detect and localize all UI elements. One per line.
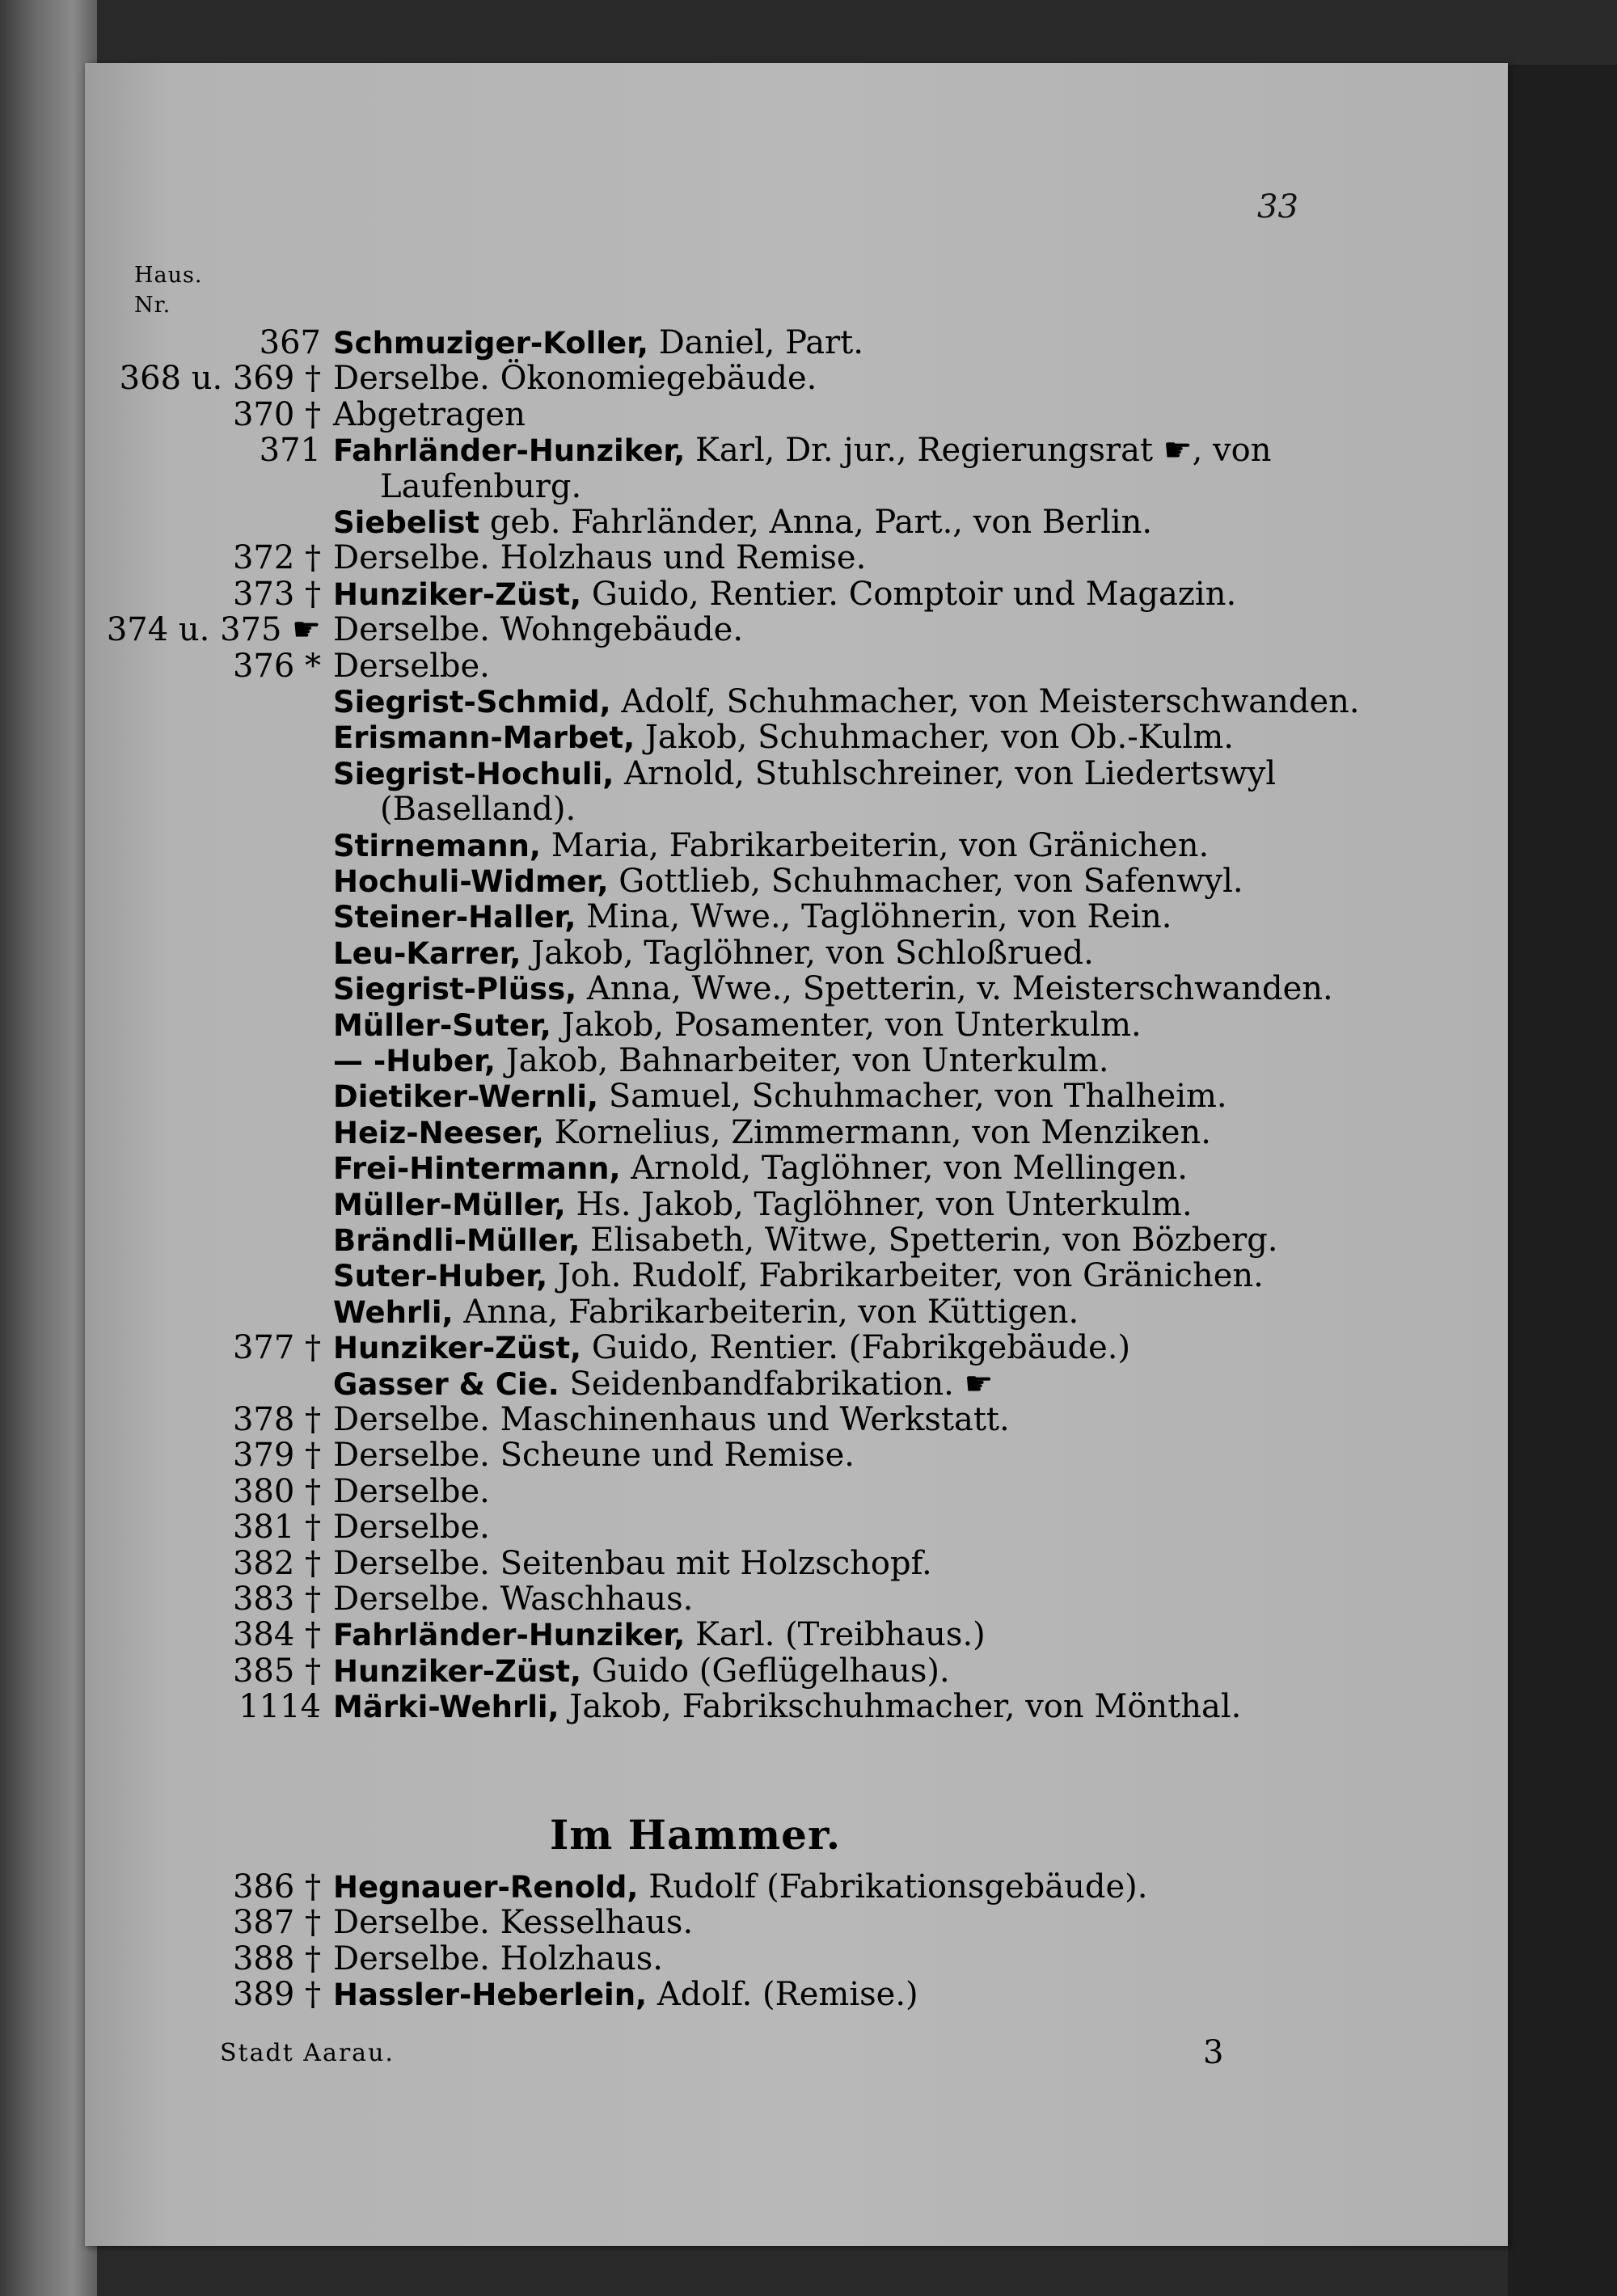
entry-text xyxy=(333,1509,490,1545)
entry-text xyxy=(333,648,490,684)
entry-details: Anna, Wwe., Spetterin, v. Meisterschwanden. xyxy=(586,970,1333,1008)
entry-details: geb. Fahrländer, Anna, Part., von Berlin. xyxy=(489,504,1153,541)
house-number: 368 u. 369 † xyxy=(119,360,321,398)
entry-text xyxy=(333,1905,693,1940)
list-item xyxy=(0,1222,1423,1258)
resident-name: Brändli-Müller, xyxy=(333,1223,581,1258)
house-number: 367 xyxy=(259,324,321,361)
entry-text xyxy=(333,1366,993,1403)
resident-name: Erismann-Marbet, xyxy=(333,720,635,756)
entry-details: Abgetragen xyxy=(333,395,526,433)
house-number: 1114 xyxy=(239,1688,321,1726)
resident-name: Hegnauer-Renold, xyxy=(333,1870,639,1905)
list-item xyxy=(0,1115,1423,1150)
entry-details: Arnold, Taglöhner, von Mellingen. xyxy=(631,1150,1188,1188)
house-number: 387 † xyxy=(232,1904,321,1942)
list-item xyxy=(0,1402,1423,1437)
resident-name: Stirnemann, xyxy=(333,828,541,863)
house-number: 383 † xyxy=(232,1581,321,1618)
list-item xyxy=(0,1294,1423,1330)
entry-details: Jakob, Bahnarbeiter, von Unterkulm. xyxy=(505,1042,1109,1079)
entry-text xyxy=(380,469,581,504)
entry-details: Samuel, Schuhmacher, von Thalheim. xyxy=(608,1078,1227,1116)
list-item xyxy=(0,325,1423,361)
page-edge-shadow xyxy=(1508,65,1617,2296)
list-item xyxy=(0,1330,1423,1365)
entry-text xyxy=(333,1581,693,1617)
entry-text xyxy=(333,504,1152,541)
entry-text xyxy=(333,576,1236,613)
entry-text xyxy=(333,1546,932,1581)
resident-name: Hunziker-Züst, xyxy=(333,576,582,612)
list-item xyxy=(0,1043,1423,1078)
resident-name: — -Huber, xyxy=(333,1044,496,1078)
list-item xyxy=(0,971,1423,1007)
list-item xyxy=(0,612,1423,648)
resident-name: Steiner-Haller, xyxy=(333,900,576,935)
list-item xyxy=(0,756,1423,791)
entry-details: Laufenburg. xyxy=(380,467,582,505)
entry-text xyxy=(333,1115,1211,1151)
resident-name: Frei-Hintermann, xyxy=(333,1151,621,1187)
resident-name: Dietiker-Wernli, xyxy=(333,1079,599,1115)
entry-text xyxy=(333,1617,986,1653)
list-item xyxy=(0,1977,1423,2012)
house-number: 389 † xyxy=(232,1976,321,2014)
entry-details: Daniel, Part. xyxy=(658,324,863,361)
list-item xyxy=(0,433,1423,468)
resident-name: Leu-Karrer, xyxy=(333,935,521,971)
house-number: 376 * xyxy=(232,647,321,685)
entry-text xyxy=(380,791,576,827)
list-item xyxy=(0,1509,1423,1545)
footer-signature: Stadt Aarau. xyxy=(220,2039,395,2067)
footer-sheet-number: 3 xyxy=(1203,2034,1224,2071)
entry-text xyxy=(333,397,526,433)
list-item xyxy=(0,576,1423,612)
entry-text xyxy=(333,1689,1241,1725)
entry-details: Derselbe. Seitenbau mit Holzschopf. xyxy=(333,1544,932,1582)
entry-text xyxy=(333,612,743,648)
entry-text xyxy=(333,828,1209,864)
entry-text xyxy=(333,1869,1148,1906)
entry-text xyxy=(333,1402,1010,1437)
list-item xyxy=(0,648,1423,684)
entry-text xyxy=(333,1043,1109,1079)
resident-name: Siegrist-Schmid, xyxy=(333,685,611,720)
entry-text xyxy=(333,1941,663,1977)
house-number: 377 † xyxy=(232,1329,321,1367)
resident-name: Hunziker-Züst, xyxy=(333,1331,582,1366)
resident-name: Siebelist xyxy=(333,505,480,540)
resident-name: Schmuziger-Koller, xyxy=(333,326,648,361)
house-number: 386 † xyxy=(232,1868,321,1906)
house-number: 371 xyxy=(259,432,321,470)
resident-name: Suter-Huber, xyxy=(333,1259,548,1294)
resident-name: Siegrist-Hochuli, xyxy=(333,756,614,791)
entry-details: Derselbe. Kesselhaus. xyxy=(333,1904,694,1942)
list-item xyxy=(0,828,1423,863)
list-item xyxy=(0,1437,1423,1473)
entry-text xyxy=(333,1222,1278,1259)
house-number: 384 † xyxy=(232,1616,321,1654)
entry-details: Derselbe. Ökonomiegebäude. xyxy=(333,360,817,398)
entry-details: Derselbe. Wohngebäude. xyxy=(333,611,744,649)
entry-details: Maria, Fabrikarbeiterin, von Gränichen. xyxy=(551,826,1210,864)
entry-details: Derselbe. Scheune und Remise. xyxy=(333,1437,855,1475)
entry-text xyxy=(333,684,1360,720)
list-item xyxy=(0,1941,1423,1977)
list-item xyxy=(0,1653,1423,1689)
house-number: 372 † xyxy=(232,539,321,577)
entry-details: Derselbe. Holzhaus und Remise. xyxy=(333,539,867,577)
resident-name: Müller-Müller, xyxy=(333,1187,566,1222)
entry-details: Derselbe. xyxy=(333,1472,490,1510)
entry-text xyxy=(333,1977,918,2013)
list-item xyxy=(0,361,1423,396)
entry-details: Derselbe. Waschhaus. xyxy=(333,1581,694,1618)
entry-details: Elisabeth, Witwe, Spetterin, von Bözberg. xyxy=(590,1222,1278,1259)
entry-text xyxy=(333,1294,1079,1331)
resident-name: Hassler-Heberlein, xyxy=(333,1977,648,2013)
entry-details: Seidenbandfabrikation. ☛ xyxy=(569,1365,994,1403)
list-item xyxy=(0,1258,1423,1294)
entry-text xyxy=(333,1078,1227,1115)
entry-text xyxy=(333,1258,1264,1294)
page-number: 33 xyxy=(1257,188,1298,226)
entry-text xyxy=(333,1330,1130,1366)
list-item xyxy=(0,863,1423,899)
entry-details: Joh. Rudolf, Fabrikarbeiter, von Gränichen. xyxy=(557,1257,1264,1295)
entry-text xyxy=(333,433,1271,469)
house-number: 381 † xyxy=(232,1509,321,1547)
entry-text xyxy=(333,1150,1188,1187)
house-number: 385 † xyxy=(232,1652,321,1690)
entry-details: Jakob, Fabrikschuhmacher, von Mönthal. xyxy=(569,1688,1242,1726)
entry-details: Rudolf (Fabrikationsgebäude). xyxy=(648,1868,1148,1906)
list-item xyxy=(0,1007,1423,1043)
house-number: 374 u. 375 ☛ xyxy=(106,611,321,649)
entry-details: Guido (Geflügelhaus). xyxy=(591,1652,950,1690)
entry-details: Kornelius, Zimmermann, von Menziken. xyxy=(554,1113,1212,1151)
entry-text xyxy=(333,863,1243,900)
entry-text xyxy=(333,756,1276,792)
resident-name: Fahrländer-Hunziker, xyxy=(333,1618,686,1653)
list-item xyxy=(0,899,1423,935)
house-number: 378 † xyxy=(232,1401,321,1438)
entry-details: Derselbe. xyxy=(333,647,490,685)
resident-name: Gasser & Cie. xyxy=(333,1366,559,1402)
resident-name: Müller-Suter, xyxy=(333,1007,551,1043)
list-item xyxy=(0,935,1423,971)
entry-text xyxy=(333,971,1333,1007)
list-item xyxy=(0,1546,1423,1581)
resident-name: Märki-Wehrli, xyxy=(333,1690,559,1725)
resident-name: Fahrländer-Hunziker, xyxy=(333,433,686,469)
list-item xyxy=(0,1150,1423,1186)
resident-name: Siegrist-Plüss, xyxy=(333,972,577,1007)
entry-details: Guido, Rentier. Comptoir und Magazin. xyxy=(591,575,1237,613)
list-item xyxy=(0,397,1423,433)
entry-text xyxy=(333,1653,950,1690)
house-number: 382 † xyxy=(232,1544,321,1582)
entry-details: Karl. (Treibhaus.) xyxy=(695,1616,986,1654)
entry-text xyxy=(333,935,1094,972)
entry-details: Jakob, Posamenter, von Unterkulm. xyxy=(561,1006,1142,1044)
entry-details: Adolf. (Remise.) xyxy=(657,1976,918,2014)
column-head-nr: Nr. xyxy=(134,293,171,318)
list-item xyxy=(0,1366,1423,1402)
list-item xyxy=(0,1617,1423,1652)
house-number: 370 † xyxy=(232,395,321,433)
entry-text xyxy=(333,361,817,396)
list-item xyxy=(0,1581,1423,1617)
entry-details: Adolf, Schuhmacher, von Meisterschwanden. xyxy=(621,683,1360,720)
entry-details: Anna, Fabrikarbeiterin, von Küttigen. xyxy=(463,1293,1079,1331)
entry-details: Jakob, Taglöhner, von Schloßrued. xyxy=(531,934,1094,972)
list-item xyxy=(0,1187,1423,1222)
entry-text xyxy=(333,1474,490,1509)
entry-details: Jakob, Schuhmacher, von Ob.-Kulm. xyxy=(644,719,1234,757)
resident-name: Heiz-Neeser, xyxy=(333,1115,544,1150)
list-item xyxy=(0,1905,1423,1940)
list-item xyxy=(0,1474,1423,1509)
house-number: 388 † xyxy=(232,1939,321,1977)
entry-text xyxy=(333,899,1172,935)
entry-details: Karl, Dr. jur., Regierungsrat ☛, von xyxy=(695,432,1272,470)
entry-text xyxy=(333,1007,1142,1044)
list-item xyxy=(0,540,1423,576)
entry-text xyxy=(333,720,1234,756)
entry-details: Gottlieb, Schuhmacher, von Safenwyl. xyxy=(619,863,1243,900)
list-item xyxy=(0,791,1423,827)
list-item xyxy=(0,1078,1423,1114)
resident-name: Wehrli, xyxy=(333,1294,454,1330)
house-number: 373 † xyxy=(232,575,321,613)
entry-details: Arnold, Stuhlschreiner, von Liedertswyl xyxy=(624,754,1277,792)
entry-text xyxy=(333,540,866,576)
list-item xyxy=(0,469,1423,504)
list-item xyxy=(0,1689,1423,1724)
list-item xyxy=(0,504,1423,540)
section-title-im-hammer: Im Hammer. xyxy=(550,1811,842,1859)
entry-details: Guido, Rentier. (Fabrikgebäude.) xyxy=(591,1329,1131,1367)
entry-details: Derselbe. Holzhaus. xyxy=(333,1939,664,1977)
entry-details: (Baselland). xyxy=(380,791,576,829)
entry-details: Hs. Jakob, Taglöhner, von Unterkulm. xyxy=(576,1185,1193,1223)
entry-text xyxy=(333,1187,1193,1223)
resident-name: Hunziker-Züst, xyxy=(333,1653,582,1689)
entry-details: Derselbe. xyxy=(333,1509,490,1547)
resident-name: Hochuli-Widmer, xyxy=(333,864,609,899)
entry-text xyxy=(333,325,863,361)
entry-details: Derselbe. Maschinenhaus und Werkstatt. xyxy=(333,1401,1010,1438)
entry-text xyxy=(333,1437,855,1473)
entry-details: Mina, Wwe., Taglöhnerin, von Rein. xyxy=(586,898,1172,936)
list-item xyxy=(0,1869,1423,1905)
list-item xyxy=(0,684,1423,720)
house-number: 380 † xyxy=(232,1472,321,1510)
list-item xyxy=(0,720,1423,755)
column-head-haus: Haus. xyxy=(134,263,203,288)
house-number: 379 † xyxy=(232,1437,321,1475)
